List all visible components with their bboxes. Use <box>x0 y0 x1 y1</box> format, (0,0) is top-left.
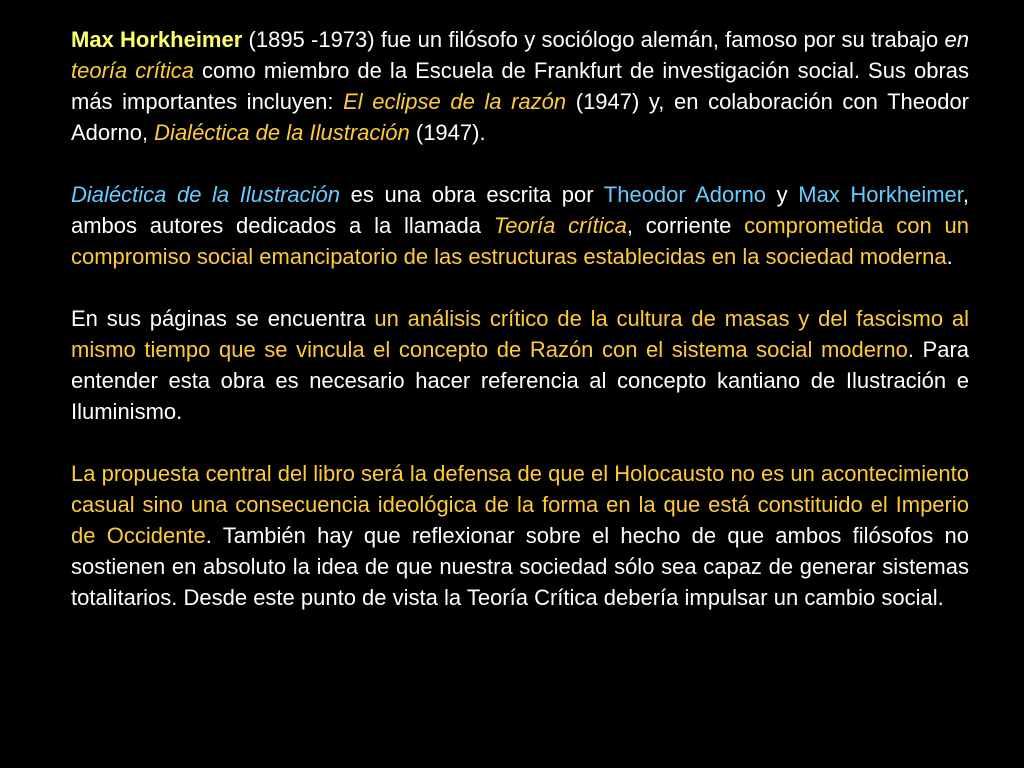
text-segment: , ambos autores dedicados a la llamada <box>71 182 970 238</box>
text-segment: . <box>946 244 953 269</box>
text-segment: , corriente <box>626 213 745 238</box>
highlight-theory-term: teoría crítica <box>71 58 194 83</box>
highlight-phrase: comprometida con un compromiso social emancipatorio de las estructuras establecidas en la sociedad moderna <box>71 213 970 269</box>
text-segment: es una obra escrita por <box>340 182 604 207</box>
text-segment: (1947). <box>409 120 486 145</box>
text-segment: (1947) y, en colaboración con Theodor Adorno, <box>71 89 970 145</box>
text-segment: . Para entender esta obra es necesario hacer referencia al concepto kantiano de Ilustración e Iluminismo. <box>71 337 969 424</box>
text-segment: . También hay que reflexionar sobre el hecho de que ambos filósofos no sostienen en absoluto la idea de que nuestra sociedad sólo sea capaz de generar sistemas totalitarios. Desde este punto de vista la Teoría Crítica debería impulsar un cambio social. <box>71 523 970 610</box>
text-segment: como miembro de la Escuela de Frankfurt de investigación social. Sus obras más importantes incluyen: <box>71 58 970 114</box>
highlight-phrase: un análisis crítico de la cultura de masas y del fascismo al mismo tiempo que se vincula el concepto de Razón con el sistema social moderno <box>71 306 970 362</box>
highlight-author-name: Theodor Adorno <box>603 182 767 207</box>
text-segment-italic: en <box>944 27 969 52</box>
slide-body <box>71 24 969 613</box>
text-segment: En sus páginas se encuentra <box>71 306 375 331</box>
text-segment: (1895 -1973) fue un filósofo y sociólogo alemán, famoso por su trabajo <box>242 27 945 52</box>
paragraph-dialectica-intro <box>71 179 969 272</box>
highlight-author-name: Max Horkheimer <box>798 182 963 207</box>
paragraph-central-thesis <box>71 458 969 613</box>
highlight-phrase: La propuesta central del libro será la defensa de que el Holocausto no es un acontecimiento casual sino una consecuencia ideológica de la forma en la que está constituido el Imperio de Occidente <box>71 461 969 548</box>
paragraph-horkheimer-bio <box>71 24 969 148</box>
highlight-author-name: Max Horkheimer <box>71 27 243 52</box>
highlight-work-title: Dialéctica de la Ilustración <box>154 120 410 145</box>
text-segment: y <box>766 182 799 207</box>
highlight-theory-term: Teoría crítica <box>493 213 627 238</box>
highlight-work-title: Dialéctica de la Ilustración <box>71 182 341 207</box>
highlight-work-title: El eclipse de la razón <box>343 89 567 114</box>
paragraph-content-analysis <box>71 303 969 427</box>
